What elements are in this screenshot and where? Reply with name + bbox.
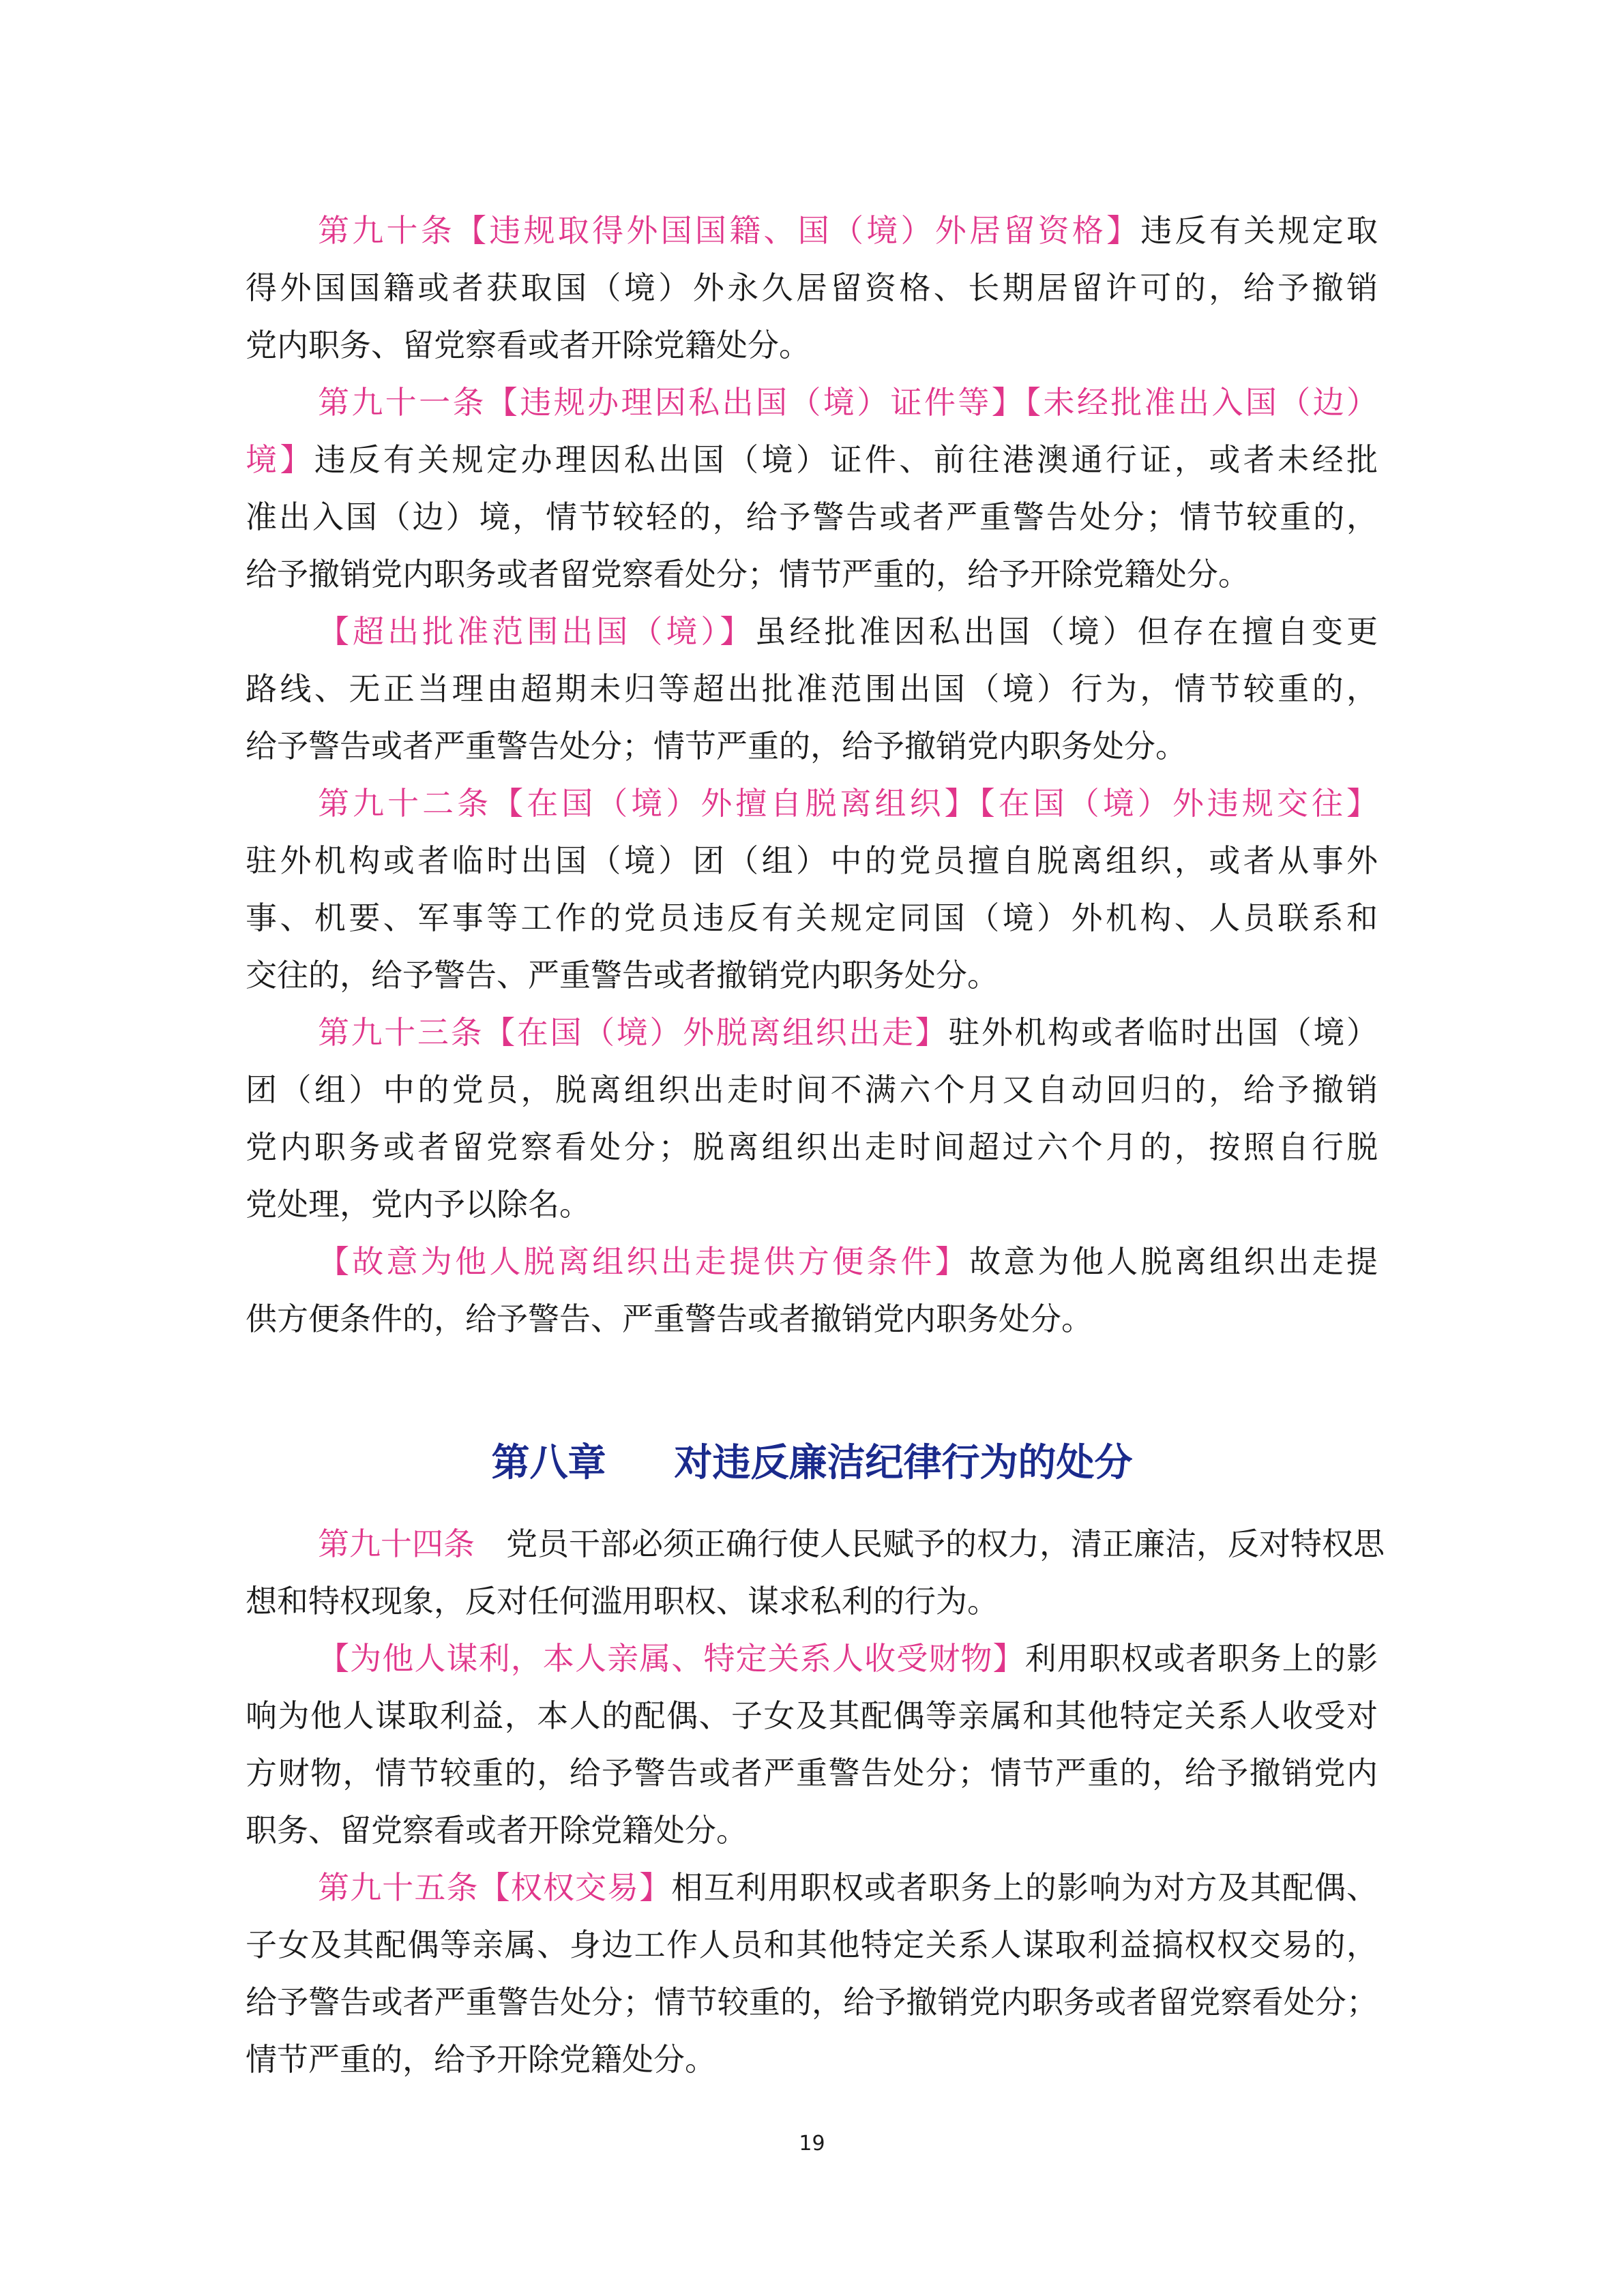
text-line — [246, 259, 1378, 316]
text-line — [246, 1744, 1378, 1802]
text-line — [246, 1061, 1378, 1118]
text-line — [246, 316, 1378, 374]
article-heading: 第九十三条【在国（境）外脱离组织出走】 — [318, 1014, 949, 1051]
text-line — [246, 660, 1378, 717]
paragraph — [246, 1630, 1378, 1859]
chapter-number: 第八章 — [491, 1441, 606, 1485]
body-text: 想和特权现象，反对任何滥用职权、谋求私利的行为。 — [246, 1583, 999, 1620]
article-heading: 第九十四条 — [318, 1525, 475, 1562]
body-text: 违反有关规定取 — [1140, 212, 1378, 249]
body-text: 驻外机构或者临时出国（境）团（组）中的党员擅自脱离组织，或者从事外 — [246, 842, 1378, 879]
text-line — [246, 1630, 1378, 1687]
body-text: 方财物，情节较重的，给予警告或者严重警告处分；情节严重的，给予撤销党内 — [246, 1755, 1378, 1791]
body-text: 事、机要、军事等工作的党员违反有关规定同国（境）外机构、人员联系和 — [246, 899, 1378, 936]
text-line — [246, 1687, 1378, 1744]
article-heading: 境】 — [246, 441, 314, 478]
document-body-top — [246, 202, 1378, 1347]
text-line — [246, 603, 1378, 660]
body-text: 党内职务或者留党察看处分；脱离组织出走时间超过六个月的，按照自行脱 — [246, 1129, 1378, 1165]
body-text: 响为他人谋取利益，本人的配偶、子女及其配偶等亲属和其他特定关系人收受对 — [246, 1697, 1378, 1734]
paragraph — [246, 775, 1378, 1004]
text-line — [246, 1802, 1378, 1859]
text-line — [246, 832, 1378, 889]
text-line — [246, 889, 1378, 946]
body-text: 党内职务、留党察看或者开除党籍处分。 — [246, 327, 810, 363]
text-line — [246, 202, 1378, 259]
paragraph — [246, 374, 1378, 603]
text-line — [246, 775, 1378, 832]
paragraph — [246, 1859, 1378, 2088]
article-heading: 【为他人谋利，本人亲属、特定关系人收受财物】 — [318, 1640, 1025, 1677]
body-text: 党处理，党内予以除名。 — [246, 1186, 591, 1223]
body-text: 给予警告或者严重警告处分；情节较重的，给予撤销党内职务或者留党察看处分； — [246, 1984, 1378, 2021]
chapter-heading — [0, 1436, 1624, 1491]
body-text: 职务、留党察看或者开除党籍处分。 — [246, 1812, 748, 1849]
body-text: 故意为他人脱离组织出走提 — [969, 1243, 1378, 1280]
article-heading: 第九十一条【违规办理因私出国（境）证件等】【未经批准出入国（边） — [318, 384, 1378, 421]
body-text: 违反有关规定办理因私出国（境）证件、前往港澳通行证，或者未经批 — [314, 441, 1378, 478]
body-text: 子女及其配偶等亲属、身边工作人员和其他特定关系人谋取利益搞权权交易的， — [246, 1926, 1378, 1963]
text-line — [246, 1572, 1378, 1630]
body-text: 得外国国籍或者获取国（境）外永久居留资格、长期居留许可的，给予撤销 — [246, 269, 1378, 306]
body-text: 党员干部必须正确行使人民赋予的权力，清正廉洁，反对特权思 — [475, 1525, 1385, 1562]
text-line — [246, 546, 1378, 603]
text-line — [246, 2031, 1378, 2088]
body-text: 路线、无正当理由超期未归等超出批准范围出国（境）行为，情节较重的， — [246, 670, 1378, 707]
text-line — [246, 374, 1378, 431]
body-text: 驻外机构或者临时出国（境） — [948, 1014, 1378, 1051]
article-heading: 第九十二条【在国（境）外擅自脱离组织】【在国（境）外违规交往】 — [318, 785, 1378, 822]
body-text: 交往的，给予警告、严重警告或者撤销党内职务处分。 — [246, 957, 999, 994]
text-line — [246, 1176, 1378, 1233]
body-text: 相互利用职权或者职务上的影响为对方及其配偶、 — [671, 1869, 1378, 1906]
article-heading: 第九十五条【权权交易】 — [318, 1869, 672, 1906]
article-heading: 第九十条【违规取得外国国籍、国（境）外居留资格】 — [318, 212, 1141, 249]
text-line — [246, 1973, 1378, 2031]
text-line — [246, 1859, 1378, 1916]
text-line — [246, 1118, 1378, 1176]
article-heading: 【超出批准范围出国（境）】 — [318, 613, 755, 650]
text-line — [246, 1004, 1378, 1061]
text-line — [246, 1515, 1385, 1572]
paragraph — [246, 1004, 1378, 1233]
body-text: 团（组）中的党员，脱离组织出走时间不满六个月又自动回归的，给予撤销 — [246, 1071, 1378, 1108]
text-line — [246, 717, 1378, 775]
text-line — [246, 1916, 1378, 1973]
text-line — [246, 1290, 1378, 1347]
document-body-bottom — [246, 1515, 1385, 2088]
body-text: 情节严重的，给予开除党籍处分。 — [246, 2041, 716, 2078]
body-text: 给予警告或者严重警告处分；情节严重的，给予撤销党内职务处分。 — [246, 728, 1187, 764]
text-line — [246, 1233, 1378, 1290]
text-line — [246, 946, 1378, 1004]
text-line — [246, 488, 1378, 546]
paragraph — [246, 1233, 1378, 1347]
body-text: 供方便条件的，给予警告、严重警告或者撤销党内职务处分。 — [246, 1300, 1093, 1337]
chapter-title: 对违反廉洁纪律行为的处分 — [674, 1441, 1133, 1485]
paragraph — [246, 1515, 1385, 1630]
paragraph — [246, 603, 1378, 775]
page-number: 19 — [799, 2132, 825, 2156]
article-heading: 【故意为他人脱离组织出走提供方便条件】 — [318, 1243, 970, 1280]
paragraph — [246, 202, 1378, 374]
body-text: 虽经批准因私出国（境）但存在擅自变更 — [754, 613, 1378, 650]
body-text: 利用职权或者职务上的影 — [1024, 1640, 1378, 1677]
body-text: 准出入国（边）境，情节较轻的，给予警告或者严重警告处分；情节较重的， — [246, 498, 1378, 535]
body-text: 给予撤销党内职务或者留党察看处分；情节严重的，给予开除党籍处分。 — [246, 556, 1250, 593]
text-line — [246, 431, 1378, 488]
